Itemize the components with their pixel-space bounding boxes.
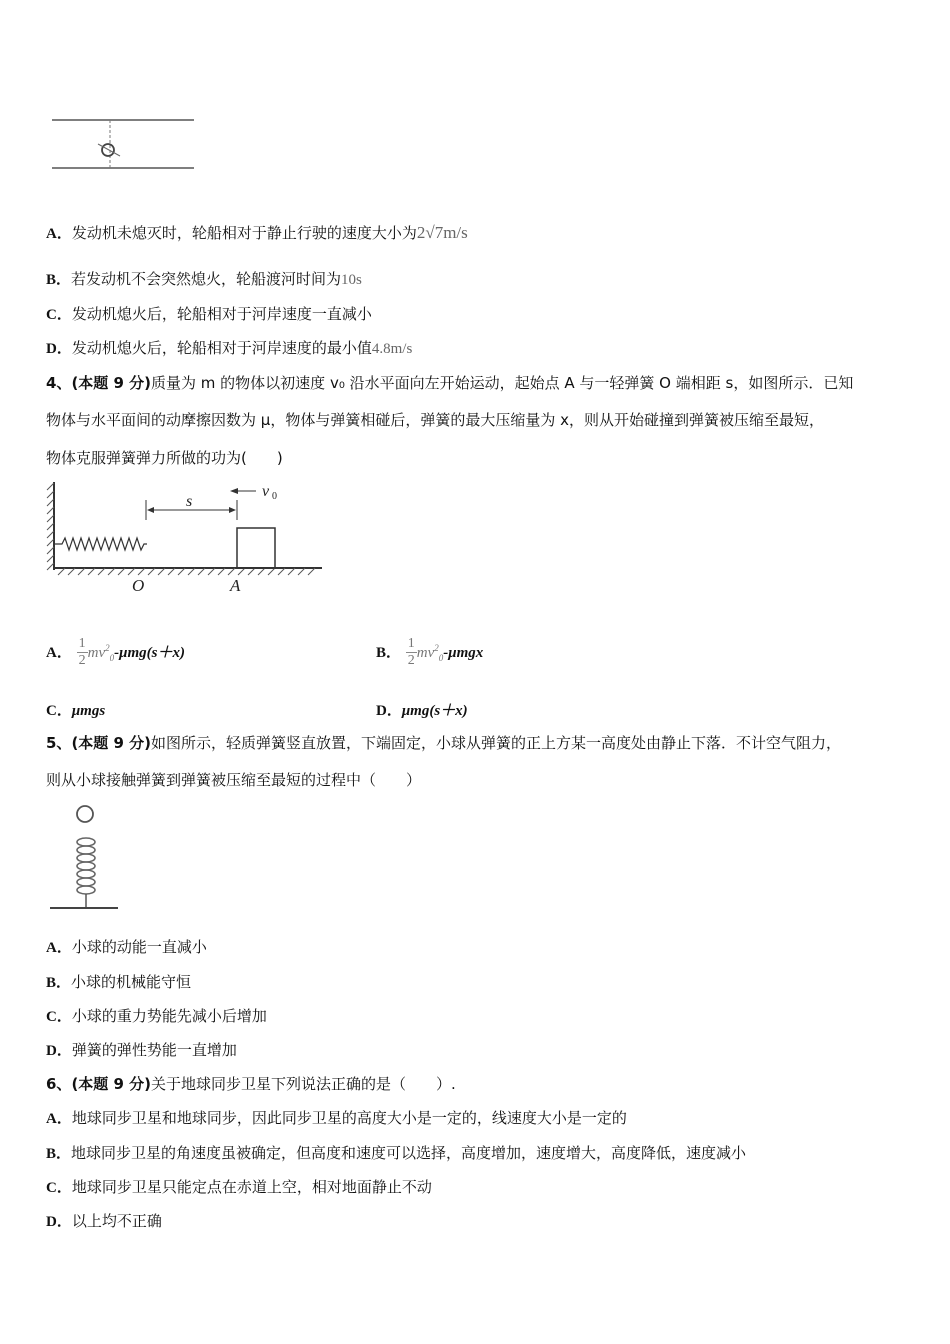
q3-option-d-value: 4.8m/s	[371, 341, 413, 357]
q4-option-d[interactable]: D．μmg(s＋x)	[376, 703, 468, 719]
q5-stem-line1: 5、(本题 9 分)如图所示，轻质弹簧竖直放置，下端固定，小球从弹簧的正上方某一高度处由静止下落．不计空气阻力，	[46, 734, 842, 752]
q4-option-c[interactable]: C．μmgs	[46, 703, 106, 719]
q3-option-c[interactable]: C．发动机熄火后，轮船相对于河岸速度一直减小	[46, 305, 372, 323]
figure-label-v0: v	[262, 483, 270, 500]
q5-option-a[interactable]: A．小球的动能一直减小	[46, 938, 207, 956]
q6-option-d[interactable]: D．以上均不正确	[46, 1212, 162, 1230]
fraction-half: $\frac{1}{2}$	[78, 636, 86, 668]
mv0-squared: $mv^2_0$	[87, 643, 115, 663]
q4-stem-line3: 物体克服弹簧弹力所做的功为( )	[46, 449, 283, 467]
q3-option-b-value: 10s	[341, 272, 362, 288]
q6-option-a[interactable]: A．地球同步卫星和地球同步，因此同步卫星的高度大小是一定的，线速度大小是一定的	[46, 1109, 627, 1127]
fraction-half: $\frac{1}{2}$	[407, 636, 415, 668]
q4-option-a[interactable]: A． $\frac{1}{2}$ $mv^2_0-\mu mg(s+x)$	[46, 636, 185, 668]
q5-option-d[interactable]: D．弹簧的弹性势能一直增加	[46, 1041, 237, 1059]
q3-option-d[interactable]: D．发动机熄火后，轮船相对于河岸速度的最小值4.8m/s	[46, 339, 413, 357]
river-boat-figure	[50, 112, 200, 174]
q4-stem-line1: 4、(本题 9 分)质量为 m 的物体以初速度 v₀ 沿水平面向左开始运动，起始点 A 与一轻弹簧 O 端相距 s，如图所示．已知	[46, 374, 854, 392]
q4-stem-line2: 物体与水平面间的动摩擦因数为 μ，物体与弹簧相碰后，弹簧的最大压缩量为 x，则从开始碰撞到弹簧被压缩至最短，	[46, 411, 824, 429]
ball-spring-figure	[46, 800, 126, 918]
figure-label-v0-sub: 0	[272, 491, 277, 502]
q3-option-b[interactable]: B．若发动机不会突然熄火，轮船渡河时间为10s	[46, 270, 362, 288]
q5-option-c[interactable]: C．小球的重力势能先减小后增加	[46, 1007, 267, 1025]
q5-option-b[interactable]: B．小球的机械能守恒	[46, 973, 192, 991]
figure-label-a: A	[230, 576, 241, 595]
q6-option-c[interactable]: C．地球同步卫星只能定点在赤道上空，相对地面静止不动	[46, 1178, 432, 1196]
q3-option-a[interactable]: A．发动机未熄灭时，轮船相对于静止行驶的速度大小为2√7m/s	[46, 223, 468, 242]
mv0-squared: $mv^2_0$	[416, 643, 444, 663]
q3-option-a-value: 2√7m/s	[416, 223, 468, 242]
figure-label-s: s	[186, 493, 193, 510]
q5-stem-line2: 则从小球接触弹簧到弹簧被压缩至最短的过程中（ ）	[46, 771, 422, 789]
spring-block-figure	[44, 478, 329, 598]
q4-option-b[interactable]: B． $\frac{1}{2}$ $mv^2_0$-μmgx	[376, 636, 484, 668]
figure-label-o: O	[132, 576, 145, 595]
q6-option-b[interactable]: B．地球同步卫星的角速度虽被确定，但高度和速度可以选择，高度增加，速度增大，高度降低，速度减小	[46, 1144, 747, 1162]
q6-stem-line1: 6、(本题 9 分)关于地球同步卫星下列说法正确的是（ ）.	[46, 1075, 456, 1093]
